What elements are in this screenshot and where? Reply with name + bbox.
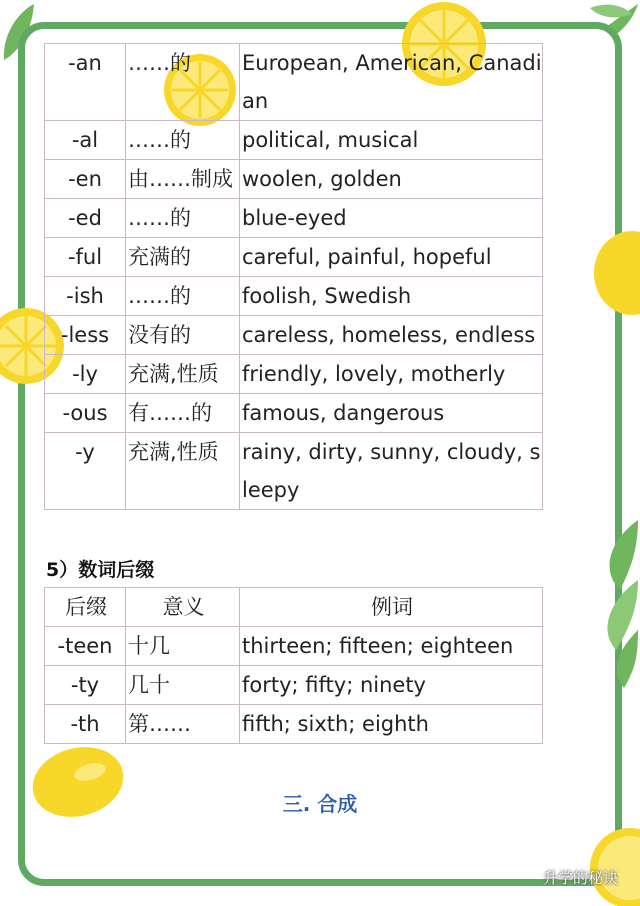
leaf-decoration-right	[580, 510, 640, 690]
table-row	[45, 121, 543, 160]
meaning-cell: 有……的	[126, 394, 240, 433]
section-title-compounding: 三. 合成	[282, 792, 358, 816]
examples-cell: European, American, Canadian	[240, 44, 543, 121]
meaning-cell: ……的	[126, 121, 240, 160]
examples-cell: fifth; sixth; eighth	[240, 705, 543, 744]
suffix-cell: -an	[45, 44, 126, 121]
table-row	[45, 433, 543, 510]
table-row	[45, 277, 543, 316]
table-row	[45, 627, 543, 666]
examples-cell: careless, homeless, endless	[240, 316, 543, 355]
meaning-cell: ……的	[126, 44, 240, 121]
examples-cell: rainy, dirty, sunny, cloudy, sleepy	[240, 433, 543, 510]
suffix-cell: -y	[45, 433, 126, 510]
meaning-cell: 十几	[126, 627, 240, 666]
suffix-cell: -en	[45, 160, 126, 199]
table-row	[45, 44, 543, 121]
meaning-cell: ……的	[126, 277, 240, 316]
suffix-cell: -ly	[45, 355, 126, 394]
table-row	[45, 666, 543, 705]
adjective-suffix-table	[44, 43, 543, 510]
meaning-cell: 充满的	[126, 238, 240, 277]
table-row	[45, 238, 543, 277]
table-row	[45, 316, 543, 355]
examples-cell: careful, painful, hopeful	[240, 238, 543, 277]
header-examples: 例词	[240, 588, 543, 627]
suffix-cell: -ed	[45, 199, 126, 238]
examples-cell: friendly, lovely, motherly	[240, 355, 543, 394]
meaning-cell: ……的	[126, 199, 240, 238]
examples-cell: foolish, Swedish	[240, 277, 543, 316]
table-row	[45, 160, 543, 199]
header-meaning: 意义	[126, 588, 240, 627]
header-suffix: 后缀	[45, 588, 126, 627]
table-row	[45, 355, 543, 394]
examples-cell: blue-eyed	[240, 199, 543, 238]
numeral-suffix-heading: 5）数词后缀	[46, 559, 155, 581]
meaning-cell: 充满,性质	[126, 433, 240, 510]
suffix-cell: -ty	[45, 666, 126, 705]
suffix-cell: -teen	[45, 627, 126, 666]
table-row	[45, 199, 543, 238]
suffix-cell: -ous	[45, 394, 126, 433]
examples-cell: famous, dangerous	[240, 394, 543, 433]
lemon-slice-icon-bottom-right	[582, 820, 640, 906]
meaning-cell: 没有的	[126, 316, 240, 355]
suffix-cell: -th	[45, 705, 126, 744]
meaning-cell: 由……制成	[126, 160, 240, 199]
examples-cell: forty; fifty; ninety	[240, 666, 543, 705]
suffix-cell: -ish	[45, 277, 126, 316]
meaning-cell: 第……	[126, 705, 240, 744]
suffix-cell: -less	[45, 316, 126, 355]
numeral-suffix-table	[44, 587, 543, 744]
examples-cell: political, musical	[240, 121, 543, 160]
examples-cell: thirteen; fifteen; eighteen	[240, 627, 543, 666]
table-header-row	[45, 588, 543, 627]
suffix-cell: -ful	[45, 238, 126, 277]
meaning-cell: 充满,性质	[126, 355, 240, 394]
watermark: 升学的秘诀	[542, 869, 618, 887]
lemon-icon-right-middle	[590, 228, 640, 318]
table-row	[45, 394, 543, 433]
meaning-cell: 几十	[126, 666, 240, 705]
examples-cell: woolen, golden	[240, 160, 543, 199]
table-row	[45, 705, 543, 744]
suffix-cell: -al	[45, 121, 126, 160]
